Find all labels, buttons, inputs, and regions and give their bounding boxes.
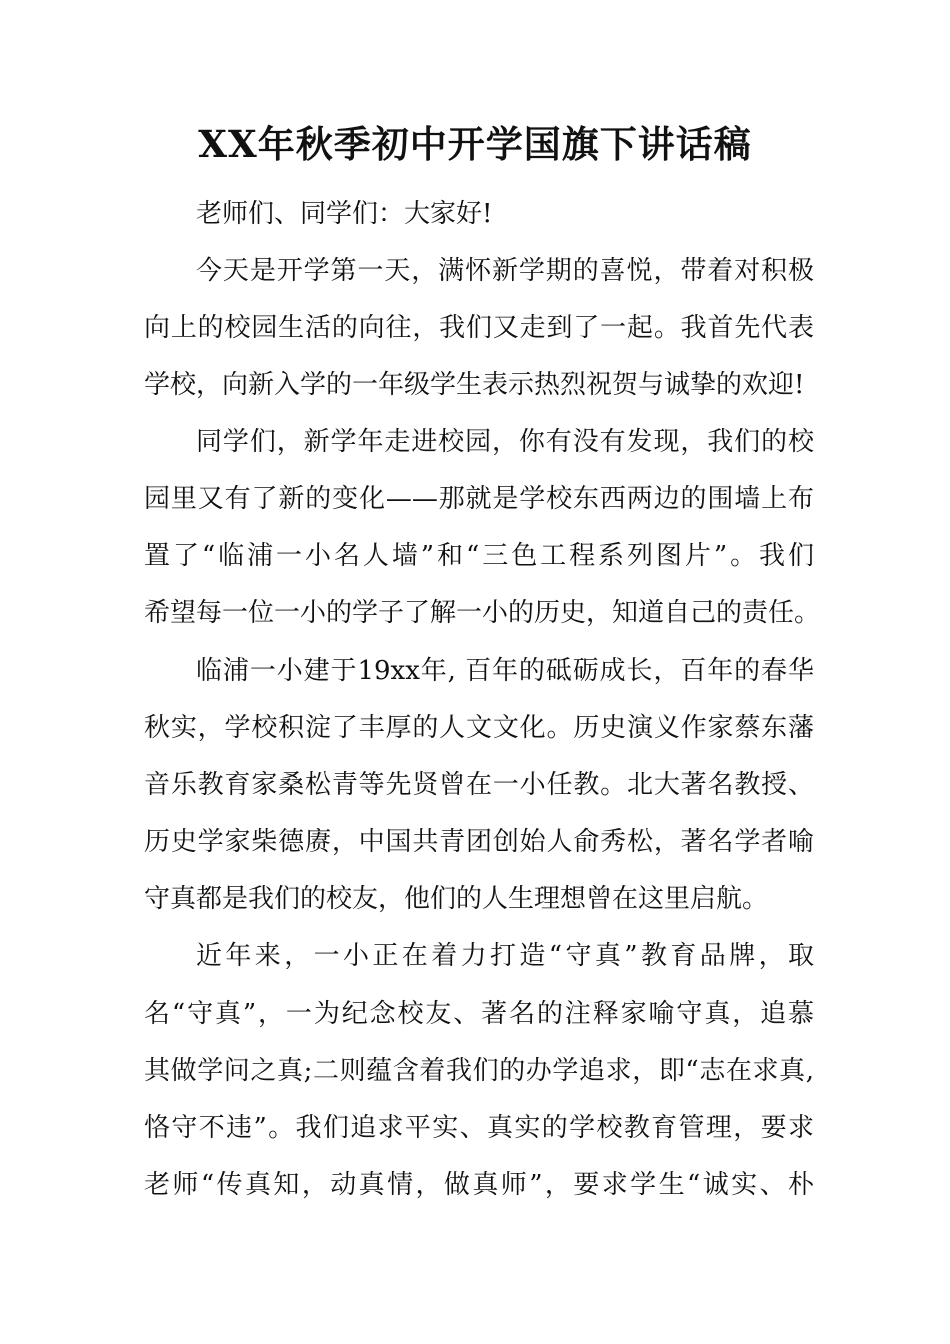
paragraph-line: 置了“临浦一小名人墙”和“三色工程系列图片”。我们 bbox=[144, 541, 814, 571]
paragraph-line: 同学们，新学年走进校园，你有没有发现，我们的校 bbox=[196, 427, 814, 457]
paragraph-line: 秋实，学校积淀了丰厚的人文文化。历史演义作家蔡东藩 bbox=[144, 713, 814, 743]
paragraph-line: 守真都是我们的校友，他们的人生理想曾在这里启航。 bbox=[144, 884, 769, 914]
paragraph-line: 音乐教育家桑松青等先贤曾在一小任教。北大著名教授、 bbox=[144, 770, 814, 800]
paragraph-line: 老师“传真知，动真情，做真师”，要求学生“诚实、朴 bbox=[144, 1170, 814, 1200]
paragraph-line: 名“守真”，一为纪念校友、著名的注释家喻守真，追慕 bbox=[144, 999, 814, 1029]
paragraph-line: 园里又有了新的变化——那就是学校东西两边的围墙上布 bbox=[144, 484, 814, 514]
paragraph-line: 历史学家柴德赓，中国共青团创始人俞秀松，著名学者喻 bbox=[144, 827, 814, 857]
paragraph-line: 今天是开学第一天，满怀新学期的喜悦，带着对积极 bbox=[196, 256, 814, 286]
paragraph-line: 临浦一小建于19xx年, 百年的砥砺成长，百年的春华 bbox=[196, 656, 814, 686]
greeting-line: 老师们、同学们：大家好! bbox=[196, 199, 493, 229]
document-title: XX年秋季初中开学国旗下讲话稿 bbox=[198, 122, 752, 166]
paragraph-line: 近年来，一小正在着力打造“守真”教育品牌，取 bbox=[196, 941, 814, 971]
paragraph-line: 学校，向新入学的一年级学生表示热烈祝贺与诚挚的欢迎! bbox=[144, 370, 805, 400]
paragraph-line: 向上的校园生活的向往，我们又走到了一起。我首先代表 bbox=[144, 313, 814, 343]
paragraph-line: 其做学问之真;二则蕴含着我们的办学追求，即“志在求真, bbox=[144, 1056, 814, 1086]
paragraph-line: 希望每一位一小的学子了解一小的历史，知道自己的责任。 bbox=[144, 598, 821, 628]
paragraph-line: 恪守不违”。我们追求平实、真实的学校教育管理，要求 bbox=[144, 1113, 814, 1143]
